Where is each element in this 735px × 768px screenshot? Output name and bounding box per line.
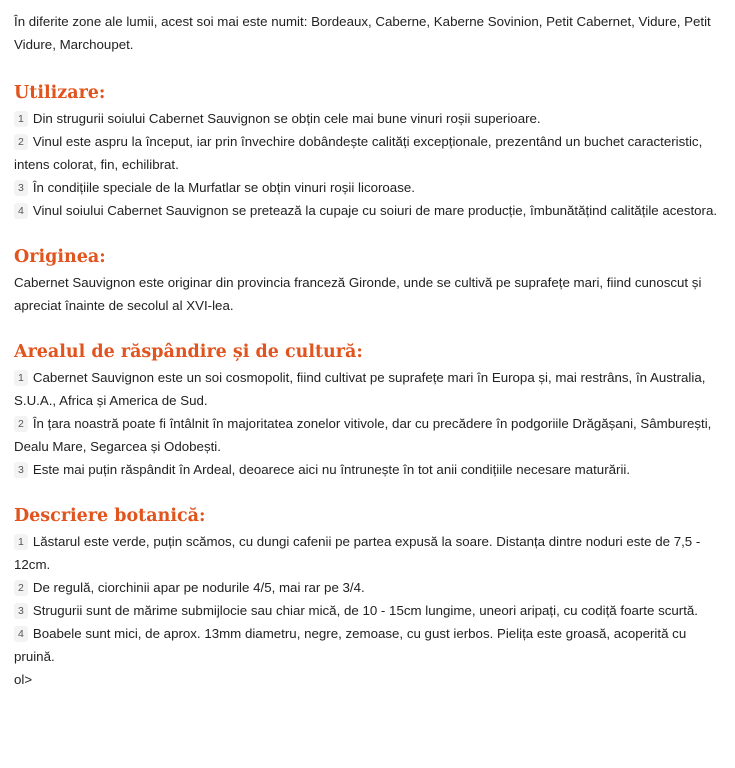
list-item [14,530,723,576]
item-number: 3 [14,180,28,196]
list-item [14,599,723,622]
list-item [14,199,723,222]
intro-paragraph: În diferite zone ale lumii, acest soi mai este numit: Bordeaux, Caberne, Kaberne Sovinion, Petit Cabernet, Vidure, Petit Vidure, Marchoupet. [14,14,711,52]
item-number: 4 [14,203,28,219]
list-item [14,176,723,199]
item-text: În țara noastră poate fi întâlnit în majoritatea zonelor vitivole, dar cu precădere în podgoriile Drăgășani, Sâmburești, Dealu Mare, Segarcea și Odobești. [14,416,712,454]
item-text: Strugurii sunt de mărime submijlocie sau chiar mică, de 10 - 15cm lungime, uneori aripați, cu codiță foarte scurtă. [32,603,698,618]
item-text: Boabele sunt mici, de aprox. 13mm diametru, negre, zemoase, cu gust ierbos. Pielița este groasă, acoperită cu pruină. [14,626,687,664]
list-item [14,576,723,599]
section-title-utilizare: Utilizare: [14,83,106,103]
list-item [14,412,723,458]
item-number: 2 [14,416,28,432]
item-text: În condițiile speciale de la Murfatlar se obțin vinuri roșii licoroase. [32,180,415,195]
item-text: Lăstarul este verde, puțin scămos, cu dungi cafenii pe partea expusă la soare. Distanța dintre noduri este de 7,5 - 12cm. [14,534,701,572]
section-title-originea: Originea: [14,247,106,267]
item-number: 2 [14,134,28,150]
item-number: 2 [14,580,28,596]
list-item [14,622,723,668]
list-item [14,130,723,176]
item-number: 3 [14,462,28,478]
item-text: De regulă, ciorchinii apar pe nodurile 4/5, mai rar pe 3/4. [32,580,365,595]
list-item [14,366,723,412]
list-item [14,458,723,481]
item-number: 3 [14,603,28,619]
item-text: Este mai puțin răspândit în Ardeal, deoarece aici nu întrunește în tot anii condițiile necesare maturării. [32,462,631,477]
section-areal [14,341,723,481]
item-number: 1 [14,111,28,127]
list-item [14,107,723,130]
item-text: Vinul este aspru la început, iar prin învechire dobândește calități excepționale, prezentând un buchet caracteristic, intens colorat, fin, echilibrat. [14,134,703,172]
item-text: Cabernet Sauvignon este un soi cosmopolit, fiind cultivat pe suprafețe mari în Europa și, mai restrâns, în Australia, S.U.A., Africa și America de Sud. [14,370,706,408]
section-title-areal: Arealul de răspândire și de cultură: [14,342,363,362]
item-number: 1 [14,534,28,550]
item-text: Din strugurii soiului Cabernet Sauvignon se obțin cele mai bune vinuri roșii superioare. [32,111,541,126]
section-descriere [14,505,723,691]
originea-paragraph: Cabernet Sauvignon este originar din provincia franceză Gironde, unde se cultivă pe suprafețe mari, fiind cunoscut și apreciat înainte de secolul al XVI-lea. [14,275,702,313]
section-title-descriere: Descriere botanică: [14,506,206,526]
item-number: 1 [14,370,28,386]
item-text: Vinul soiului Cabernet Sauvignon se pretează la cupaje cu soiuri de mare producție, îmbunătățind calitățile acestora. [32,203,718,218]
item-number: 4 [14,626,28,642]
section-originea [14,246,723,317]
section-utilizare [14,82,723,222]
trailing-text: ol> [14,672,33,687]
